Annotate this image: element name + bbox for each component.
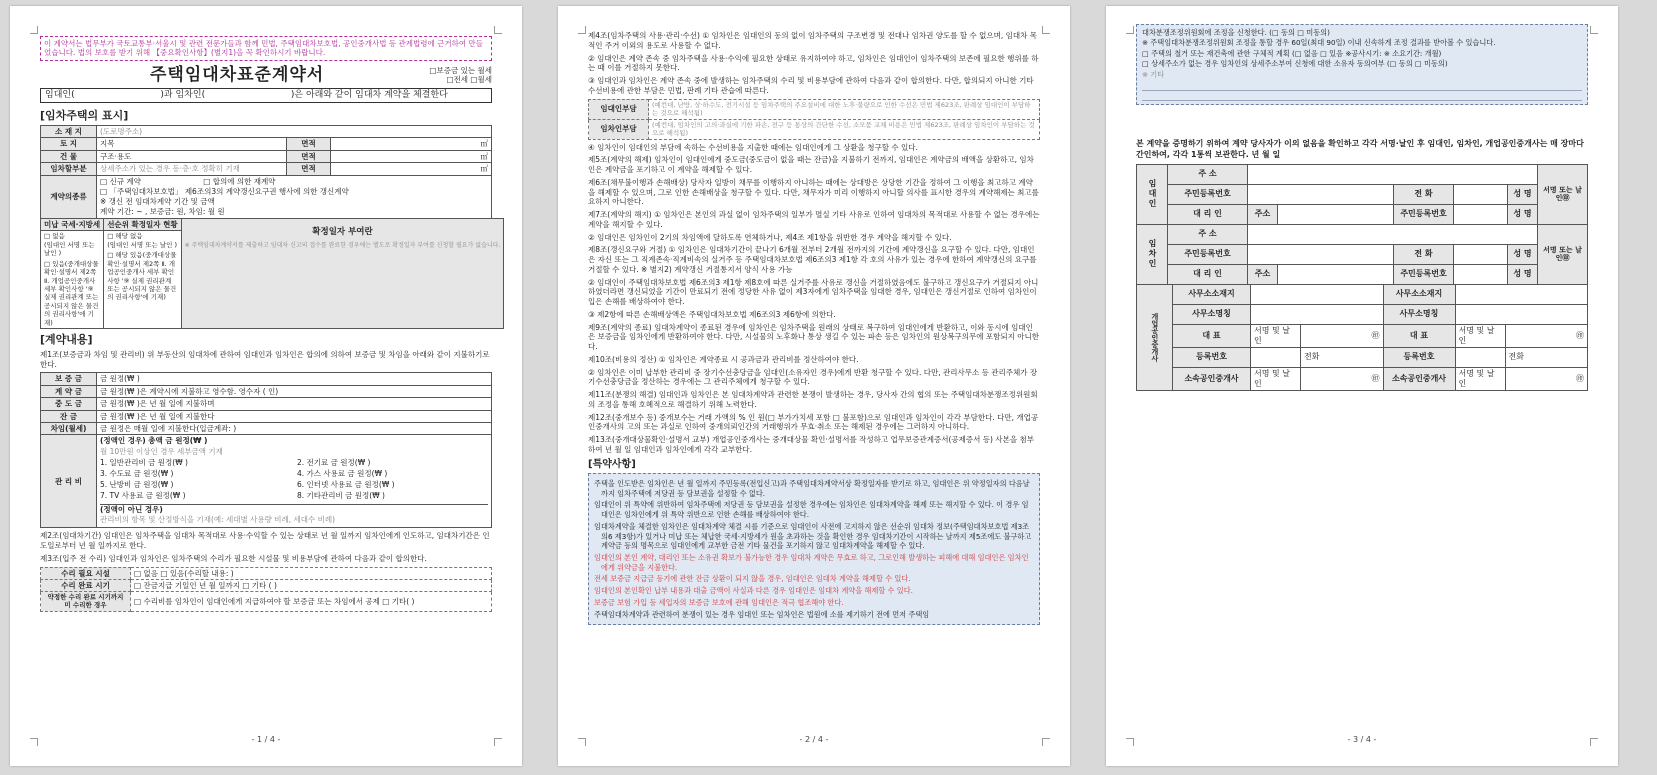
row-label: 주소: [1248, 204, 1278, 224]
article-4-1: 제4조(임차주택의 사용·관리·수선) ① 임차인은 임대인의 동의 없이 임차주택의 구조변경 및 전대나 임차권 양도를 할 수 없으며, 임대차 목적인 주거 이외의 용도로 사용할 수 없다.: [588, 31, 1038, 50]
table-row: [41, 163, 492, 175]
row-label: 대 리 인: [1168, 204, 1248, 224]
crop-mark: [30, 26, 38, 34]
stamp-line: □보증금 있는 월세: [429, 65, 492, 75]
row-label: 등록번호: [1383, 347, 1455, 367]
mgmt-item[interactable]: 5. 난방비 금 원정(₩ ): [100, 479, 174, 489]
property-table: [40, 125, 492, 219]
row-value[interactable]: (도로명주소): [97, 126, 492, 138]
column-header: 미납 국세·지방세: [41, 219, 104, 231]
special-term[interactable]: 임대인의 본인 계약, 대리인 또는 소유권 확보가 불가능한 경우 임대차 계약은 무효로 하고, 그로인해 발생하는 피해에 대해 임대인은 임차인에게 위약금을 지불한다.: [594, 553, 1029, 572]
table-row: [1137, 164, 1588, 184]
mgmt-nonfixed-label: (정액이 아닌 경우): [100, 504, 488, 516]
agent-table: [1136, 284, 1588, 391]
priority-none-checkbox[interactable]: □ 해당 없음: [107, 232, 143, 241]
row-value[interactable]: 지목: [97, 138, 287, 150]
mgmt-item[interactable]: 6. 인터넷 사용료 금 원정(₩ ): [297, 479, 395, 489]
row-label: 소속공인중개사: [1173, 367, 1251, 390]
row-value[interactable]: 구조·용도: [97, 150, 287, 162]
row-value[interactable]: ㎡: [331, 163, 492, 175]
row-label: 사무소소재지: [1383, 284, 1455, 304]
blank-line: [1142, 91, 1582, 101]
article-4-4: ④ 임차인이 임대인의 부담에 속하는 수선비용을 지출한 때에는 임대인에게 그 상환을 청구할 수 있다.: [588, 142, 918, 152]
row-label: 잔 금: [41, 410, 97, 422]
section-heading: [임차주택의 표시]: [40, 109, 129, 123]
row-label: 사무소명칭: [1383, 304, 1455, 324]
table-row: [1137, 284, 1588, 304]
article-11: 제11조(분쟁의 해결) 임대인과 임차인은 본 임대차계약과 관련한 분쟁이 발생하는 경우, 당사자 간의 협의 또는 주택임대차분쟁조정위원회의 조정을 통해 호혜적으로 해결하기 위해 노력한다.: [588, 390, 1038, 409]
tenant-burden-field[interactable]: (예컨대, 임차인의 고의·과실에 기한 파손, 전구 등 통상의 간단한 수선, 소모품 교체 비용은 민법 제623조, 판례상 임차인이 부담하는 것으로 해석됨): [649, 119, 1040, 139]
box-line[interactable]: □ 상세주소가 없는 경우 임차인의 상세주소부여 신청에 대한 소유자 동의여부 (□ 동의 □ 미동의): [1142, 59, 1448, 69]
special-term[interactable]: 전세 보증금 지급금 등기에 관한 잔금 상환이 되지 않을 경우, 임대인은 임대차 계약을 해제할 수 있다.: [594, 574, 911, 584]
table-row: [41, 422, 492, 434]
box-line[interactable]: ※ 기타: [1142, 70, 1582, 91]
row-label: 성 명: [1508, 264, 1538, 284]
seal-icon: ㊞: [1301, 324, 1384, 347]
table-row: [41, 398, 492, 410]
priority-sign-field[interactable]: (임대인 서명 또는 날인 ): [107, 240, 178, 249]
row-label: 사무소소재지: [1173, 284, 1251, 304]
assoc-sign-1[interactable]: 서명 및 날인: [1251, 367, 1301, 390]
crop-mark: [1126, 26, 1134, 34]
article-12: 제12조(중개보수 등) 중개보수는 거래 가액의 % 인 원(□ 부가가치세 포함 □ 불포함)으로 임대인과 임차인이 각각 부담한다. 다만, 개업공인중개사의 고의 또는 과실로 인하여 중개의뢰인간의 거래행위가 무효·취소 또는 해제된 경우에는 그러하지 아니하다.: [588, 412, 1039, 432]
office-name-1[interactable]: [1251, 304, 1384, 324]
article-7-1: 제7조(계약의 해지) ① 임차인은 본인의 과실 없이 임차주택의 일부가 멸실 기타 사유로 인하여 임대차의 목적대로 사용할 수 없는 경우에는 계약을 해지할 수 있다.: [588, 210, 1040, 229]
row-label: 주민등록번호: [1394, 204, 1454, 224]
article-8-1: 제8조(갱신요구와 거절) ① 임차인은 임대차기간이 끝나기 6개월 전부터 2개월 전까지의 기간에 계약갱신을 요구할 수 있다. 다만, 임대인은 자신 또는 그 직계존속·직계비속의 실거주 등 주택임대차보호법 제6조의3 제1항 각 호의 사유가 있는 경우에 한하여 계약갱신의 요구를 거절할 수 있다. ※ 별지2) 계약갱신 거절통지서 양식 사용 가능: [588, 245, 1037, 274]
phone-label: 전화: [1505, 347, 1588, 367]
seal-icon: ㊞: [1505, 324, 1588, 347]
prior-period-field[interactable]: 계약 기간: ~ , 보증금: 원, 차임: 월 원: [100, 206, 225, 216]
down-payment-field[interactable]: 금 원정(₩ )은 계약시에 지불하고 영수함. 영수자 ( 인): [97, 385, 492, 397]
crop-mark: [578, 26, 586, 34]
repair-table: [40, 567, 492, 612]
repair-unfinished-field[interactable]: □ 수리비를 임차인이 임대인에게 지급하여야 할 보증금 또는 차임에서 공제 □ 기타( ): [131, 592, 492, 611]
special-terms-continued[interactable]: [1136, 24, 1588, 105]
table-row: [1137, 244, 1588, 264]
table-row: [41, 126, 492, 138]
signature-table: [1136, 164, 1588, 285]
article-10-1: 제10조(비용의 정산) ① 임차인은 계약종료 시 공과금과 관리비를 정산하여야 한다.: [588, 354, 859, 364]
tenant-proxy-address[interactable]: [1278, 264, 1394, 284]
landlord-address-field[interactable]: [1248, 164, 1538, 184]
box-line[interactable]: □ 주택의 철거 또는 재건축에 관한 구체적 계획 (□ 없음 □ 있음 ※공사시기: ※ 소요기간: 개월): [1142, 48, 1442, 58]
row-label: 성 명: [1508, 184, 1538, 204]
rep-sign-1[interactable]: 서명 및 날인: [1251, 324, 1301, 347]
row-label: 임차인부담: [589, 119, 649, 139]
row-label: 건 물: [41, 150, 97, 162]
seal-icon: ㊞: [1505, 367, 1588, 390]
rep-sign-2[interactable]: 서명 및 날인: [1455, 324, 1505, 347]
crop-mark: [494, 26, 502, 34]
article-9: 제9조(계약의 종료) 임대차계약이 종료된 경우에 임차인은 임차주택을 원래의 상태로 복구하여 임대인에게 반환하고, 이와 동시에 임대인은 보증금을 임차인에게 반환하여야 한다. 다만, 시설물의 노후화나 통상 생길 수 있는 파손 등은 임차인의 원상복구의무에 포함되지 아니한다.: [588, 322, 1040, 351]
row-label: 수리 필요 시설: [41, 567, 131, 579]
payment-table: [40, 372, 492, 528]
article-4-3: ③ 임대인과 임차인은 계약 존속 중에 발생하는 임차주택의 수리 및 비용부담에 관하여 다음과 같이 합의한다. 다만, 합의되지 아니한 기타 수선비용에 관한 부담은 민법, 판례 기타 관습에 따른다.: [588, 76, 1034, 95]
interim-payment-field[interactable]: 금 원정(₩ )은 년 월 일에 지불하며: [97, 398, 492, 410]
closing-statement: 본 계약을 증명하기 위하여 계약 당사자가 이의 없음을 확인하고 각각 서명·날인 후 임대인, 임차인, 개업공인중개사는 매 장마다 간인하여, 각각 1통씩 보관한다. 년 월 일: [1136, 139, 1584, 159]
deposit-field[interactable]: 금 원정(₩ ): [97, 373, 492, 385]
article-6: 제6조(채무불이행과 손해배상) 당사자 일방이 채무를 이행하지 아니하는 때에는 상대방은 상당한 기간을 정하여 그 이행을 최고하고 계약을 해제할 수 있으며, 그로 인한 손해배상을 청구할 수 있다. 다만, 채무자가 미리 이행하지 아니할 의사를 표시한 경우의 계약해제는 최고를 요하지 아니한다.: [588, 177, 1039, 207]
table-row: [1137, 304, 1588, 324]
row-label: 중 도 금: [41, 398, 97, 410]
reg-number-2[interactable]: [1455, 347, 1505, 367]
row-label: 전 화: [1394, 244, 1454, 264]
priority-some-checkbox[interactable]: □ 해당 있음(중개대상물 확인·설명서 제2쪽 Ⅱ. 개업공인중개사 세부 확인사항 '⑨ 실제 권리관계 또는 공시되지 않은 물건의 권리사항'에 기재): [107, 251, 177, 302]
mgmt-fixed-field[interactable]: (정액인 경우) 총액 금 원정(₩ ): [100, 436, 208, 446]
row-label: 약정한 수리 완료 시기까지 미 수리한 경우: [41, 592, 131, 611]
landlord-burden-field[interactable]: (예컨대, 난방, 상·하수도, 전기시설 등 임차주택의 주요설비에 대한 노후·불량으로 인한 수선은 민법 제623조, 판례상 임대인이 부담하는 것으로 해석됨): [649, 99, 1040, 119]
table-row: [41, 150, 492, 162]
table-row: [41, 219, 504, 231]
party-line: 임대인( )과 임차인( )은 아래와 같이 임대차 계약을 체결한다: [40, 88, 492, 103]
office-name-2[interactable]: [1455, 304, 1588, 324]
landlord-label: 임대인: [1137, 164, 1168, 224]
table-row: [41, 579, 492, 591]
row-label: 면적: [287, 138, 331, 150]
article-13: 제13조(중개대상물확인·설명서 교부) 개업공인중개사는 중개대상물 확인·설명서를 작성하고 업무보증관계증서(공제증서 등) 사본을 첨부하여 년 월 일 임대인과 임차인에게 각각 교부한다.: [588, 435, 1034, 454]
page-number: - 1 / 4 -: [251, 735, 281, 744]
page-3: [1106, 6, 1618, 766]
agent-label: 개업공인중개사: [1137, 284, 1173, 390]
section-heading: [계약내용]: [40, 333, 93, 347]
mgmt-item[interactable]: 3. 수도료 금 원정(₩ ): [100, 468, 174, 478]
table-row: [41, 373, 492, 385]
contract-type-stamp: [429, 66, 492, 86]
row-label: 임대인부담: [589, 99, 649, 119]
table-row: [41, 410, 492, 422]
row-label: 주민등록번호: [1394, 264, 1454, 284]
tax-some-checkbox[interactable]: □ 있음(중개대상물 확인·설명서 제2쪽 Ⅱ. 개업공인중개사 세부 확인사항 '⑨ 실제 권리관계 또는 공시되지 않은 물건의 권리사항'에 기재): [44, 259, 99, 327]
reg-number-1[interactable]: [1251, 347, 1301, 367]
table-row: [1137, 367, 1588, 390]
row-label: 보 증 금: [41, 373, 97, 385]
tax-sign-field[interactable]: (임대인 서명 또는 날인 ): [44, 240, 95, 258]
special-term[interactable]: 주택을 인도받은 임차인은 년 월 일까지 주민등록(전입신고)과 주택임대차계약서상 확정일자를 받기로 하고, 임대인은 위 약정일자의 다음날까지 임차주택에 저당권 등 담보권을 설정할 수 없다.: [594, 479, 1030, 498]
row-label: 전 화: [1394, 184, 1454, 204]
tenant-phone-field[interactable]: [1454, 244, 1508, 264]
row-value[interactable]: ㎡: [331, 150, 492, 162]
article-4-2: ② 임대인은 계약 존속 중 임차주택을 사용·수익에 필요한 상태로 유지하여야 하고, 임차인은 임대인이 임차주택의 보존에 필요한 행위를 하는 때 이를 거절하지 못한다.: [588, 53, 1039, 73]
tenant-id-field[interactable]: [1248, 244, 1394, 264]
page-2: [558, 6, 1070, 766]
balance-field[interactable]: 금 원정(₩ )은 년 월 일에 지불한다: [97, 410, 492, 422]
agreed-renewal-checkbox[interactable]: □ 합의에 의한 재계약: [203, 176, 276, 186]
stamp-line: □전세 □월세: [446, 75, 492, 85]
mgmt-item[interactable]: 2. 전기료 금 원정(₩ ): [297, 458, 371, 468]
special-terms-box[interactable]: [588, 473, 1040, 625]
row-label: 주소: [1248, 264, 1278, 284]
special-term[interactable]: 보증금 보험 가입 등 세입자의 보증금 보호에 관해 임대인은 적극 협조해야 한다.: [594, 597, 844, 607]
row-label: 주 소: [1168, 164, 1248, 184]
row-label: 관 리 비: [41, 435, 97, 528]
row-label: 소 재 지: [41, 126, 97, 138]
article-8-2: ② 임대인이 주택임대차보호법 제6조의3 제1항 제8호에 따른 실거주를 사유로 갱신을 거절하였음에도 불구하고 갱신요구가 거절되지 아니하였더라면 갱신되었을 기간이 만료되기 전에 정당한 사유 없이 제3자에게 임차주택을 임대한 경우, 임대인은 갱신거절로 인하여 임차인이 입은 손해를 배상하여야 한다.: [588, 277, 1039, 306]
row-label: 대 표: [1173, 324, 1251, 347]
page-number: - 3 / 4 -: [1347, 735, 1377, 744]
tenant-sign-field[interactable]: 서명 또는 날인㊞: [1538, 224, 1588, 284]
table-row: [1137, 224, 1588, 244]
table-row: [41, 435, 492, 528]
row-value[interactable]: ㎡: [331, 138, 492, 150]
column-header: 선순위 확정일자 현황: [104, 219, 181, 231]
article-7-2: ② 임대인은 임차인이 2기의 차임액에 달하도록 연체하거나, 제4조 제1항을 위반한 경우 계약을 해지할 수 있다.: [588, 232, 952, 242]
article-8-3: ③ 제2항에 따른 손해배상액은 주택임대차보호법 제6조의3 제6항에 의한다.: [588, 309, 836, 319]
special-term[interactable]: 임대인이 위 특약에 위반하여 임차주택에 저당권 등 담보권을 설정한 경우에는 임차인은 임대차계약을 해제 또는 해지할 수 있다. 이 경우 임대인은 임차인에게 위 특약 위반으로 인한 손해를 배상하여야 한다.: [594, 500, 1029, 520]
row-label: 계약의종류: [41, 175, 97, 219]
row-label: 면적: [287, 163, 331, 175]
article-3: 제3조(입주 전 수리) 임대인과 임차인은 임차주택의 수리가 필요한 시설물 및 비용부담에 관하여 다음과 같이 합의한다.: [40, 553, 427, 563]
assoc-sign-2[interactable]: 서명 및 날인: [1455, 367, 1505, 390]
crop-mark: [1590, 26, 1598, 34]
column-header: 확정일자 부여란: [312, 227, 373, 237]
tax-none-checkbox[interactable]: □ 없음: [44, 232, 65, 241]
mgmt-item[interactable]: 1. 일반관리비 금 원정(₩ ): [100, 458, 188, 468]
row-label: 면적: [287, 150, 331, 162]
row-label: 대 표: [1383, 324, 1455, 347]
confirm-note: ※ 주택임대차계약서를 제출하고 임대차 신고의 접수를 완료한 경우에는 별도로 확정일자 부여를 신청할 필요가 없습니다.: [184, 241, 501, 249]
tenant-address-field[interactable]: [1248, 224, 1538, 244]
row-label: 주민등록번호: [1168, 184, 1248, 204]
row-label: 임차할부분: [41, 163, 97, 175]
office-address-2[interactable]: [1455, 284, 1588, 304]
mgmt-nonfixed-field[interactable]: 관리비의 항목 및 산정방식을 기재(예: 세대별 사용량 비례, 세대수 비례): [100, 515, 336, 525]
renewal-note: ※ 갱신 전 임대차계약 기간 및 금액: [100, 196, 215, 206]
phone-label: 전화: [1301, 347, 1384, 367]
box-line: ※ 주택임대차분쟁조정위원회 조정을 통할 경우 60일(최대 90일) 이내 신속하게 조정 결과를 받아볼 수 있습니다.: [1142, 38, 1496, 48]
mgmt-note: 월 10만원 이상인 경우 세부금액 기재: [100, 447, 223, 457]
repair-burden-table: [588, 99, 1040, 140]
table-row: [1137, 347, 1588, 367]
special-term[interactable]: 주택임대차계약과 관련하여 분쟁이 있는 경우 임대인 또는 임차인은 법원에 소를 제기하기 전에 먼저 주택임: [594, 609, 930, 619]
box-line: 대차분쟁조정위원회에 조정을 신청한다. (□ 동의 □ 미동의): [1142, 28, 1330, 37]
table-row: [41, 138, 492, 150]
crop-mark: [1042, 26, 1050, 34]
table-row: [1137, 184, 1588, 204]
mgmt-item[interactable]: 7. TV 사용료 금 원정(₩ ): [100, 490, 186, 500]
article-5: 제5조(계약의 해제) 임차인이 임대인에게 중도금(중도금이 없을 때는 잔금)을 지불하기 전까지, 임대인은 계약금의 배액을 상환하고, 임차인은 계약금을 포기하고 이 계약을 해제할 수 있다.: [588, 155, 1034, 174]
table-row: [589, 99, 1040, 119]
special-term[interactable]: 임대인의 본인확인 납부 내용과 대출 금액이 사실과 다른 경우 임대인은 임대차 계약을 해제할 수 있다.: [594, 586, 913, 596]
landlord-proxy-id[interactable]: [1454, 204, 1508, 224]
legal-notice: 이 계약서는 법무부가 국토교통부·서울시 및 관련 전문가들과 함께 민법, 주택임대차보호법, 공인중개사법 등 관계법령에 근거하여 만들었습니다. 법의 보호를 받기 위해 【중요확인사항】(별지1)을 꼭 확인하시기 바랍니다.: [40, 36, 492, 61]
table-row: [41, 385, 492, 397]
article-1: 제1조(보증금과 차임 및 관리비) 위 부동산의 임대차에 관하여 임대인과 임차인은 합의에 의하여 보증금 및 차임을 아래와 같이 지불하기로 한다.: [40, 349, 490, 369]
row-label: 수리 완료 시기: [41, 579, 131, 591]
row-label: 소속공인중개사: [1383, 367, 1455, 390]
tax-table: [40, 218, 504, 329]
article-10-2: ② 임차인은 이미 납부한 관리비 중 장기수선충당금을 임대인(소유자인 경우)에게 반환 청구할 수 있다. 다만, 관리사무소 등 관리주체가 장기수선충당금을 정산하는 경우에는 그 관리주체에게 청구할 수 있다.: [588, 367, 1038, 387]
mgmt-item[interactable]: 4. 가스 사용료 금 원정(₩ ): [297, 468, 388, 478]
table-row: [1137, 204, 1588, 224]
repair-deadline-field[interactable]: □ 잔금지급 기일인 년 월 일까지 □ 기타 ( ): [131, 579, 492, 591]
row-label: 사무소명칭: [1173, 304, 1251, 324]
row-label: 주민등록번호: [1168, 244, 1248, 264]
landlord-id-field[interactable]: [1248, 184, 1394, 204]
table-row: [1137, 264, 1588, 284]
landlord-proxy-address[interactable]: [1278, 204, 1394, 224]
table-row: [41, 592, 492, 611]
monthly-rent-field[interactable]: 금 원정은 매월 일에 지불한다(입금계좌: ): [97, 422, 492, 434]
row-label: 토 지: [41, 138, 97, 150]
row-label: 주 소: [1168, 224, 1248, 244]
table-row: [41, 567, 492, 579]
article-2: 제2조(임대차기간) 임대인은 임차주택을 임대차 목적대로 사용·수익할 수 있는 상태로 년 월 일까지 임차인에게 인도하고, 임대차기간은 인도일로부터 년 월 일까지로 한다.: [40, 531, 490, 551]
office-address-1[interactable]: [1251, 284, 1384, 304]
document-title: 주택임대차표준계약서: [150, 64, 325, 85]
new-contract-checkbox[interactable]: □ 신규 계약: [100, 176, 141, 186]
page-1: [10, 6, 522, 766]
landlord-sign-field[interactable]: 서명 또는 날인㊞: [1538, 164, 1588, 224]
row-label: 차임(월세): [41, 422, 97, 434]
table-row: [41, 175, 492, 219]
row-label: 성 명: [1508, 244, 1538, 264]
page-number: - 2 / 4 -: [799, 735, 829, 744]
repair-needed-field[interactable]: □ 없음 □ 있음(수리할 내용: ): [131, 567, 492, 579]
table-row: [589, 119, 1040, 139]
row-label: 대 리 인: [1168, 264, 1248, 284]
row-label: 등록번호: [1173, 347, 1251, 367]
row-label: 성 명: [1508, 204, 1538, 224]
table-row: [1137, 324, 1588, 347]
tenant-proxy-id[interactable]: [1454, 264, 1508, 284]
mgmt-item[interactable]: 8. 기타관리비 금 원정(₩ ): [297, 490, 385, 500]
row-label: 계 약 금: [41, 385, 97, 397]
landlord-phone-field[interactable]: [1454, 184, 1508, 204]
renewal-right-checkbox[interactable]: □ 「주택임대차보호법」 제6조의3의 계약갱신요구권 행사에 의한 갱신계약: [100, 186, 349, 196]
row-value[interactable]: 상세주소가 있는 경우 동·층·호 정확히 기재: [97, 163, 287, 175]
special-term[interactable]: 임대차계약을 체결한 임차인은 임대차계약 체결 시를 기준으로 임대인이 사전에 고지하지 않은 선순위 임대차 정보(주택임대차보호법 제3조의6 제3항)가 있거나 미납 또는 체납한 국세·지방세가 원을 초과하는 것을 확인한 경우 임대차기간이 시작하는 날까지 제5조에도 불구하고 계약금 등의 명목으로 임대인에게 교부한 금전 기타 물건을 포기하지 않고 임대차계약을 해제할 수 있다.: [594, 521, 1032, 551]
tenant-label: 임차인: [1137, 224, 1168, 284]
special-terms-heading: [특약사항]: [588, 458, 636, 470]
seal-icon: ㊞: [1301, 367, 1384, 390]
